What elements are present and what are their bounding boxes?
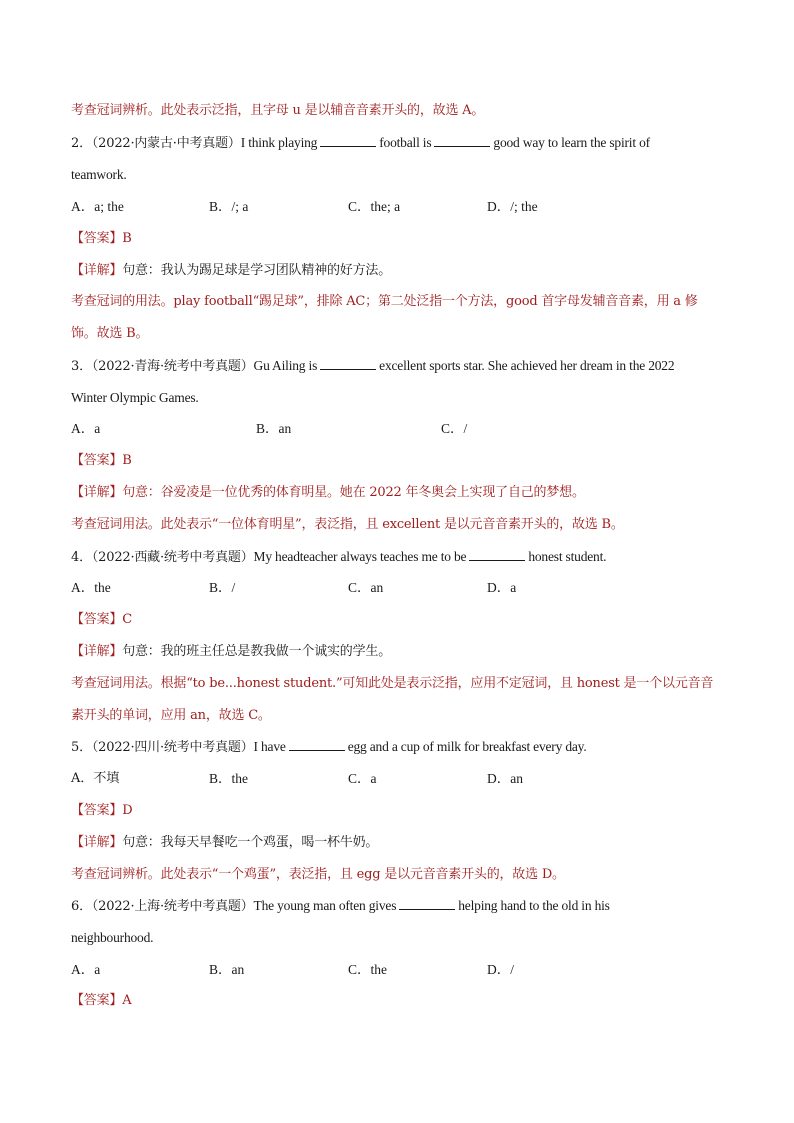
q5-blank bbox=[289, 738, 345, 751]
q6-number: 6．（2022·上海·统考中考真题） bbox=[71, 899, 254, 914]
q3-number: 3．（2022·青海·统考中考真题） bbox=[71, 359, 254, 374]
q2-answer bbox=[71, 229, 731, 249]
q5-number: 5．（2022·四川·统考中考真题） bbox=[71, 740, 254, 755]
q2-option-b: B．/; a bbox=[209, 199, 249, 214]
q6-answer-value: A bbox=[122, 993, 132, 1008]
q2-detail-line3: 饰。故选 B。 bbox=[71, 326, 149, 341]
q5-stem-a: I have bbox=[253, 739, 286, 754]
q5-answer-value: D bbox=[122, 803, 133, 818]
q2-answer-tag: 【答案】 bbox=[71, 231, 123, 246]
q5-detail-text: 句意：我每天早餐吃一个鸡蛋，喝一杯牛奶。 bbox=[122, 835, 379, 850]
q5-stem bbox=[71, 737, 731, 758]
q2-option-a: A．a; the bbox=[71, 199, 124, 214]
q3-answer-tag: 【答案】 bbox=[71, 453, 123, 468]
q4-answer-value: C bbox=[122, 612, 132, 627]
q4-detail-text: 句意：我的班主任总是教我做一个诚实的学生。 bbox=[122, 644, 392, 659]
q6-stem-line2: neighbourhood. bbox=[71, 930, 154, 945]
q6-answer-tag: 【答案】 bbox=[71, 993, 123, 1008]
q5-detail-tag: 【详解】 bbox=[71, 835, 123, 850]
q2-blank-2 bbox=[434, 134, 490, 147]
q6-option-d: D．/ bbox=[487, 962, 514, 977]
q4-detail-line1 bbox=[71, 642, 731, 662]
q4-blank bbox=[469, 548, 525, 561]
q5-option-c: C．a bbox=[348, 771, 377, 786]
q6-option-a: A．a bbox=[71, 962, 101, 977]
q6-stem bbox=[71, 896, 731, 917]
q6-option-c: C．the bbox=[348, 962, 387, 977]
q4-option-d: D．a bbox=[487, 580, 517, 595]
q3-detail-line2: 考查冠词用法。此处表示“一位体育明星”，表泛指，且 excellent 是以元音音素开头的，故选 B。 bbox=[71, 517, 624, 532]
q3-answer-value: B bbox=[122, 453, 132, 468]
q2-detail-text: 句意：我认为踢足球是学习团队精神的好方法。 bbox=[122, 263, 392, 278]
q5-option-b: B．the bbox=[209, 771, 248, 786]
q2-number: 2．（2022·内蒙古·中考真题） bbox=[71, 136, 241, 151]
q6-option-b: B．an bbox=[209, 962, 245, 977]
q3-option-b: B．an bbox=[256, 421, 292, 436]
q4-option-b: B．/ bbox=[209, 580, 236, 595]
q5-stem-b: egg and a cup of milk for breakfast every day. bbox=[347, 739, 587, 754]
q4-answer-tag: 【答案】 bbox=[71, 612, 123, 627]
q2-detail-tag: 【详解】 bbox=[71, 263, 123, 278]
q5-answer-tag: 【答案】 bbox=[71, 803, 123, 818]
q6-stem-a: The young man often gives bbox=[253, 898, 397, 913]
q2-detail-line1 bbox=[71, 261, 731, 281]
q2-stem-a: I think playing bbox=[240, 135, 318, 150]
q2-detail-line2: 考查冠词的用法。play football“踢足球”，排除 AC；第二处泛指一个方法，good 首字母发辅音音素，用 a 修 bbox=[71, 294, 698, 309]
q2-blank-1 bbox=[320, 134, 376, 147]
q4-stem bbox=[71, 547, 731, 568]
q4-detail-tag: 【详解】 bbox=[71, 644, 123, 659]
q5-detail-line1 bbox=[71, 833, 731, 853]
q4-detail-line2: 考查冠词用法。根据“to be...honest student.”可知此处是表示泛指，应用不定冠词，且 honest 是一个以元音音 bbox=[71, 676, 714, 691]
q2-stem-c: good way to learn the spirit of bbox=[493, 135, 650, 150]
q2-option-c: C．the; a bbox=[348, 199, 401, 214]
q3-stem bbox=[71, 356, 731, 377]
q3-detail-tag: 【详解】 bbox=[71, 485, 123, 500]
q4-number: 4．（2022·西藏·统考中考真题） bbox=[71, 550, 254, 565]
q3-answer bbox=[71, 451, 731, 471]
q3-stem-b: excellent sports star. She achieved her dream in the 2022 bbox=[379, 358, 675, 373]
q6-blank bbox=[399, 897, 455, 910]
q4-option-a: A．the bbox=[71, 580, 111, 595]
q1-explanation-tail: 考查冠词辨析。此处表示泛指，且字母 u 是以辅音音素开头的，故选 A。 bbox=[71, 103, 485, 118]
q6-stem-b: helping hand to the old in his bbox=[458, 898, 610, 913]
q5-answer bbox=[71, 801, 731, 821]
q4-stem-b: honest student. bbox=[528, 549, 607, 564]
q5-option-a: A．不填 bbox=[71, 771, 120, 786]
q3-blank bbox=[320, 357, 376, 370]
q2-answer-value: B bbox=[122, 231, 132, 246]
q3-option-a: A．a bbox=[71, 421, 101, 436]
q5-detail-line2: 考查冠词辨析。此处表示“一个鸡蛋”，表泛指，且 egg 是以元音音素开头的，故选 D。 bbox=[71, 867, 565, 882]
q4-answer bbox=[71, 610, 731, 630]
q4-detail-line3: 素开头的单词，应用 an，故选 C。 bbox=[71, 708, 271, 723]
q2-stem-b: football is bbox=[379, 135, 432, 150]
q5-option-d: D．an bbox=[487, 771, 523, 786]
q3-option-c: C．/ bbox=[441, 421, 468, 436]
q6-answer bbox=[71, 991, 731, 1011]
q2-option-d: D．/; the bbox=[487, 199, 538, 214]
q2-stem bbox=[71, 133, 731, 154]
q3-stem-line2: Winter Olympic Games. bbox=[71, 390, 199, 405]
q4-option-c: C．an bbox=[348, 580, 384, 595]
q4-stem-a: My headteacher always teaches me to be bbox=[253, 549, 467, 564]
q3-detail-text: 句意：谷爱凌是一位优秀的体育明星。她在 2022 年冬奥会上实现了自己的梦想。 bbox=[122, 485, 585, 500]
q3-detail-line1 bbox=[71, 483, 731, 503]
q2-stem-line2: teamwork. bbox=[71, 167, 127, 182]
q3-stem-a: Gu Ailing is bbox=[253, 358, 318, 373]
